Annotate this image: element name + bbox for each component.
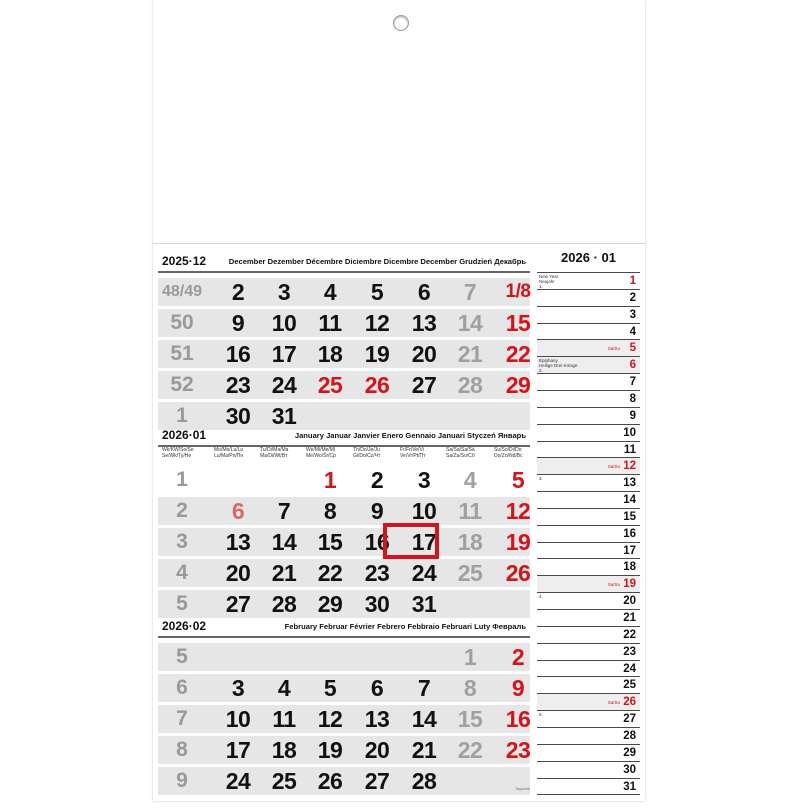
strip-day-row[interactable] (537, 644, 640, 661)
strip-day-number: 6 (629, 359, 636, 372)
strip-day-number: 28 (623, 729, 636, 742)
day-cell[interactable]: 12 (364, 310, 390, 336)
strip-day-row[interactable] (537, 357, 640, 374)
day-cell[interactable]: 28 (271, 591, 297, 617)
strip-day-row[interactable] (537, 391, 640, 408)
day-cell[interactable]: 26 (505, 560, 531, 586)
day-cell[interactable]: 2 (511, 644, 525, 670)
strip-day-row[interactable] (537, 593, 640, 610)
weekday-header: Th/Do/Je/Ju Gi/Do/Cz/Чт (353, 447, 381, 459)
day-cell[interactable]: 10 (225, 706, 251, 732)
strip-day-row[interactable] (537, 677, 640, 694)
day-cell[interactable]: 27 (364, 768, 390, 794)
month-header (158, 427, 530, 447)
day-cell[interactable]: 6 (370, 675, 384, 701)
week-number: 3 (176, 530, 188, 553)
day-cell[interactable]: 26 (317, 768, 343, 794)
strip-day-row[interactable] (537, 559, 640, 576)
day-cell[interactable]: 31 (411, 591, 437, 617)
week-number: 8 (176, 738, 188, 761)
day-cell[interactable]: 9 (370, 498, 384, 524)
day-cell[interactable]: 14 (457, 310, 483, 336)
week-number: 2 (176, 499, 188, 522)
week-number: 48/49 (162, 283, 203, 300)
day-cell[interactable]: 23 (364, 560, 390, 586)
day-cell[interactable]: 17 (225, 737, 251, 763)
month-header (158, 253, 530, 273)
strip-day-row[interactable] (537, 610, 640, 627)
strip-weekend-mark: Sa/Su (607, 464, 620, 470)
strip-day-row[interactable] (537, 711, 640, 728)
strip-day-number: 15 (623, 510, 636, 523)
strip-weekend-mark: Sa/Su (607, 582, 620, 588)
month-names: December Dezember Décembre Diciembre Dicembre December Grudzień Декабрь (228, 257, 526, 266)
day-cell[interactable]: 17 (411, 529, 437, 555)
strip-day-number: 30 (623, 763, 636, 776)
strip-day-row[interactable] (537, 307, 640, 324)
day-cell[interactable]: 1/8 (505, 281, 531, 302)
day-cell[interactable]: 3 (277, 279, 291, 305)
day-cell[interactable]: 25 (317, 372, 343, 398)
weekday-header: Sa/Sa/Sa/Sá Sa/Za/So/Сб (446, 447, 475, 459)
day-cell[interactable]: 24 (271, 372, 297, 398)
day-cell[interactable]: 6 (231, 498, 245, 524)
day-cell[interactable]: 23 (225, 372, 251, 398)
day-cell[interactable]: 23 (505, 737, 531, 763)
day-cell[interactable]: 5 (511, 467, 525, 493)
weekday-headers (158, 447, 530, 461)
weekday-header: Su/So/Di/Do Do/Zo/Nd/Вс (494, 447, 523, 459)
strip-divider (537, 794, 640, 795)
strip-title: 2026 · 01 (561, 250, 616, 265)
day-cell[interactable]: 21 (411, 737, 437, 763)
strip-weekend-mark: Sa/Su (607, 700, 620, 706)
month-block-2 (158, 618, 530, 808)
day-cell[interactable]: 31 (271, 403, 297, 429)
weekday-header: Mo/Mo/Lu/Lu Lu/Ma/Pn/Пн (214, 447, 244, 459)
strip-day-row[interactable] (537, 324, 640, 341)
day-cell[interactable]: 21 (271, 560, 297, 586)
day-cell[interactable]: 18 (317, 341, 343, 367)
day-cell[interactable]: 27 (411, 372, 437, 398)
strip-day-number: 3 (629, 308, 636, 321)
day-cell[interactable]: 16 (505, 706, 531, 732)
day-cell[interactable]: 20 (364, 737, 390, 763)
day-cell[interactable]: 7 (417, 675, 431, 701)
strip-day-number: 11 (623, 443, 636, 456)
day-cell[interactable]: 20 (225, 560, 251, 586)
day-cell[interactable]: 2 (231, 279, 245, 305)
month-block-0 (158, 253, 530, 443)
day-cell[interactable]: 13 (411, 310, 437, 336)
strip-day-number: 27 (623, 713, 636, 726)
week-number: 6 (176, 676, 188, 699)
day-cell[interactable]: 11 (458, 498, 482, 524)
strip-day-row[interactable] (537, 340, 640, 357)
strip-day-number: 20 (623, 595, 636, 608)
strip-day-number: 12 (623, 460, 636, 473)
day-cell[interactable]: 4 (277, 675, 291, 701)
month-code: 2026·01 (162, 428, 207, 442)
strip-day-number: 23 (623, 645, 636, 658)
strip-day-number: 24 (623, 662, 636, 675)
day-cell[interactable]: 15 (317, 529, 343, 555)
strip-day-number: 9 (629, 409, 636, 422)
day-cell[interactable]: 15 (457, 706, 483, 732)
week-number: 1 (176, 468, 188, 491)
weekday-header: Fr/Fr/Ve/Vi Ve/Vr/Pt/Пт (400, 447, 426, 459)
day-cell[interactable]: 30 (364, 591, 390, 617)
strip-day-note: Epiphany Heilige Drei Könige 2. (539, 358, 578, 374)
strip-day-row[interactable] (537, 543, 640, 560)
day-cell[interactable]: 5 (370, 279, 384, 305)
day-cell[interactable]: 14 (411, 706, 437, 732)
day-cell[interactable]: 28 (457, 372, 483, 398)
day-cell[interactable]: 7 (463, 279, 477, 305)
day-cell[interactable]: 9 (231, 310, 245, 336)
week-number: 50 (170, 311, 194, 334)
hanging-hole (393, 15, 409, 31)
strip-day-row[interactable] (537, 627, 640, 644)
day-cell[interactable]: 19 (317, 737, 343, 763)
strip-day-number: 1 (629, 275, 636, 287)
strip-day-number: 29 (623, 746, 636, 759)
day-cell[interactable]: 11 (318, 310, 342, 336)
week-number: 1 (176, 404, 188, 427)
day-cell[interactable]: 13 (364, 706, 390, 732)
week-number: 7 (176, 707, 188, 730)
day-cell[interactable]: 2 (370, 467, 384, 493)
day-cell[interactable]: 26 (364, 372, 390, 398)
day-cell[interactable]: 14 (271, 529, 297, 555)
day-cell[interactable]: 11 (272, 706, 296, 732)
day-cell[interactable]: 28 (411, 768, 437, 794)
day-cell[interactable]: 15 (505, 310, 531, 336)
weekday-header: We/Mi/Me/Mi Me/Wo/Śr/Ср (306, 447, 336, 459)
day-cell[interactable]: 10 (271, 310, 297, 336)
strip-day-note: New Year Neujahr 1. (539, 274, 559, 289)
strip-day-row[interactable] (537, 374, 640, 391)
day-cell[interactable]: 10 (411, 498, 437, 524)
day-cell[interactable]: 19 (364, 341, 390, 367)
day-cell[interactable]: 16 (364, 529, 390, 555)
week-number: 9 (176, 769, 188, 792)
day-cell[interactable]: 18 (457, 529, 483, 555)
day-cell[interactable]: 4 (463, 467, 477, 493)
strip-day-row[interactable] (537, 694, 640, 711)
strip-day-number: 13 (623, 477, 636, 490)
day-cell[interactable]: 19 (505, 529, 531, 555)
day-cell[interactable]: 7 (277, 498, 291, 524)
day-cell[interactable]: 29 (505, 372, 531, 398)
strip-day-row[interactable] (537, 290, 640, 307)
day-cell[interactable]: 3 (417, 467, 431, 493)
strip-day-number: 17 (623, 544, 636, 557)
day-cell[interactable]: 30 (225, 403, 251, 429)
selected-day-marker[interactable] (383, 523, 439, 559)
day-cell[interactable]: 27 (225, 591, 251, 617)
day-cell[interactable]: 24 (225, 768, 251, 794)
day-cell[interactable]: 17 (271, 341, 297, 367)
strip-day-number: 16 (623, 527, 636, 540)
strip-day-number: 7 (629, 376, 636, 389)
week-number: 51 (170, 342, 194, 365)
strip-day-row[interactable] (537, 509, 640, 526)
strip-day-row[interactable] (537, 408, 640, 425)
strip-day-row[interactable] (537, 576, 640, 593)
strip-day-row[interactable] (537, 475, 640, 492)
month-code: 2026·02 (162, 619, 207, 633)
strip-day-number: 31 (623, 780, 636, 793)
strip-day-number: 4 (629, 325, 636, 338)
day-cell[interactable]: 16 (225, 341, 251, 367)
day-cell[interactable]: 25 (271, 768, 297, 794)
day-cell[interactable]: 1 (463, 644, 477, 670)
day-cell[interactable]: 1 (323, 467, 337, 493)
day-cell[interactable]: 22 (505, 341, 531, 367)
strip-day-note: 4. (539, 594, 543, 600)
strip-day-number: 26 (623, 696, 636, 709)
strip-day-row[interactable] (537, 762, 640, 779)
strip-day-note: 5. (539, 712, 543, 718)
day-cell[interactable]: 12 (317, 706, 343, 732)
day-cell[interactable]: 4 (323, 279, 337, 305)
strip-day-row[interactable] (537, 779, 640, 796)
day-cell[interactable]: 18 (271, 737, 297, 763)
day-cell[interactable]: 12 (505, 498, 531, 524)
strip-day-row[interactable] (537, 442, 640, 459)
weekday-header: Wk/KW/Se/Se Se/Wk/Ty/Не (162, 447, 194, 459)
strip-day-number: 5 (629, 342, 636, 355)
strip-day-note: 3. (539, 476, 543, 482)
strip-day-number: 2 (629, 291, 636, 304)
strip-day-number: 8 (629, 392, 636, 405)
strip-day-row[interactable] (537, 661, 640, 678)
strip-day-row[interactable] (537, 728, 640, 745)
day-cell[interactable]: 29 (317, 591, 343, 617)
month-code: 2025·12 (162, 254, 207, 268)
day-cell[interactable]: 20 (411, 341, 437, 367)
month-names: February Februar Février Febrero Febbraio Februari Luty Февраль (284, 622, 526, 631)
week-number: 4 (176, 561, 188, 584)
strip-day-row[interactable] (537, 745, 640, 762)
week-number: 5 (176, 592, 188, 615)
day-cell[interactable]: 21 (457, 341, 483, 367)
week-number: 5 (176, 645, 188, 668)
strip-day-number: 14 (623, 494, 636, 507)
strip-day-number: 21 (623, 612, 636, 624)
strip-day-number: 10 (623, 426, 636, 439)
day-cell[interactable]: 5 (323, 675, 337, 701)
day-cell[interactable]: 24 (411, 560, 437, 586)
strip-day-row[interactable] (537, 425, 640, 442)
weekday-header: Tu/Di/Ma/Ma Ma/Di/Wt/Вт (260, 447, 289, 459)
strip-day-number: 18 (623, 561, 636, 574)
strip-day-row[interactable] (537, 273, 640, 290)
day-cell[interactable]: 8 (323, 498, 337, 524)
strip-day-number: 19 (623, 578, 636, 591)
day-cell[interactable]: 3 (231, 675, 245, 701)
strip-day-row[interactable] (537, 526, 640, 543)
week-number: 52 (170, 373, 194, 396)
day-cell[interactable]: 22 (457, 737, 483, 763)
month-header (158, 618, 530, 638)
day-strip (537, 244, 640, 792)
strip-weekend-mark: Sa/Su (607, 346, 620, 352)
strip-day-number: 25 (623, 679, 636, 692)
month-block-1 (158, 427, 530, 617)
day-cell[interactable]: 6 (417, 279, 431, 305)
day-cell[interactable]: 22 (317, 560, 343, 586)
strip-day-number: 22 (623, 628, 636, 641)
day-cell[interactable]: 25 (457, 560, 483, 586)
strip-day-row[interactable] (537, 492, 640, 509)
footer-note: Tagsvisk (515, 786, 531, 791)
day-cell[interactable]: 13 (225, 529, 251, 555)
day-cell[interactable]: 9 (511, 675, 525, 701)
strip-day-row[interactable] (537, 458, 640, 475)
day-cell[interactable]: 8 (463, 675, 477, 701)
month-names: January Januar Janvier Enero Gennaio Januari Styczeń Январь (294, 431, 526, 440)
